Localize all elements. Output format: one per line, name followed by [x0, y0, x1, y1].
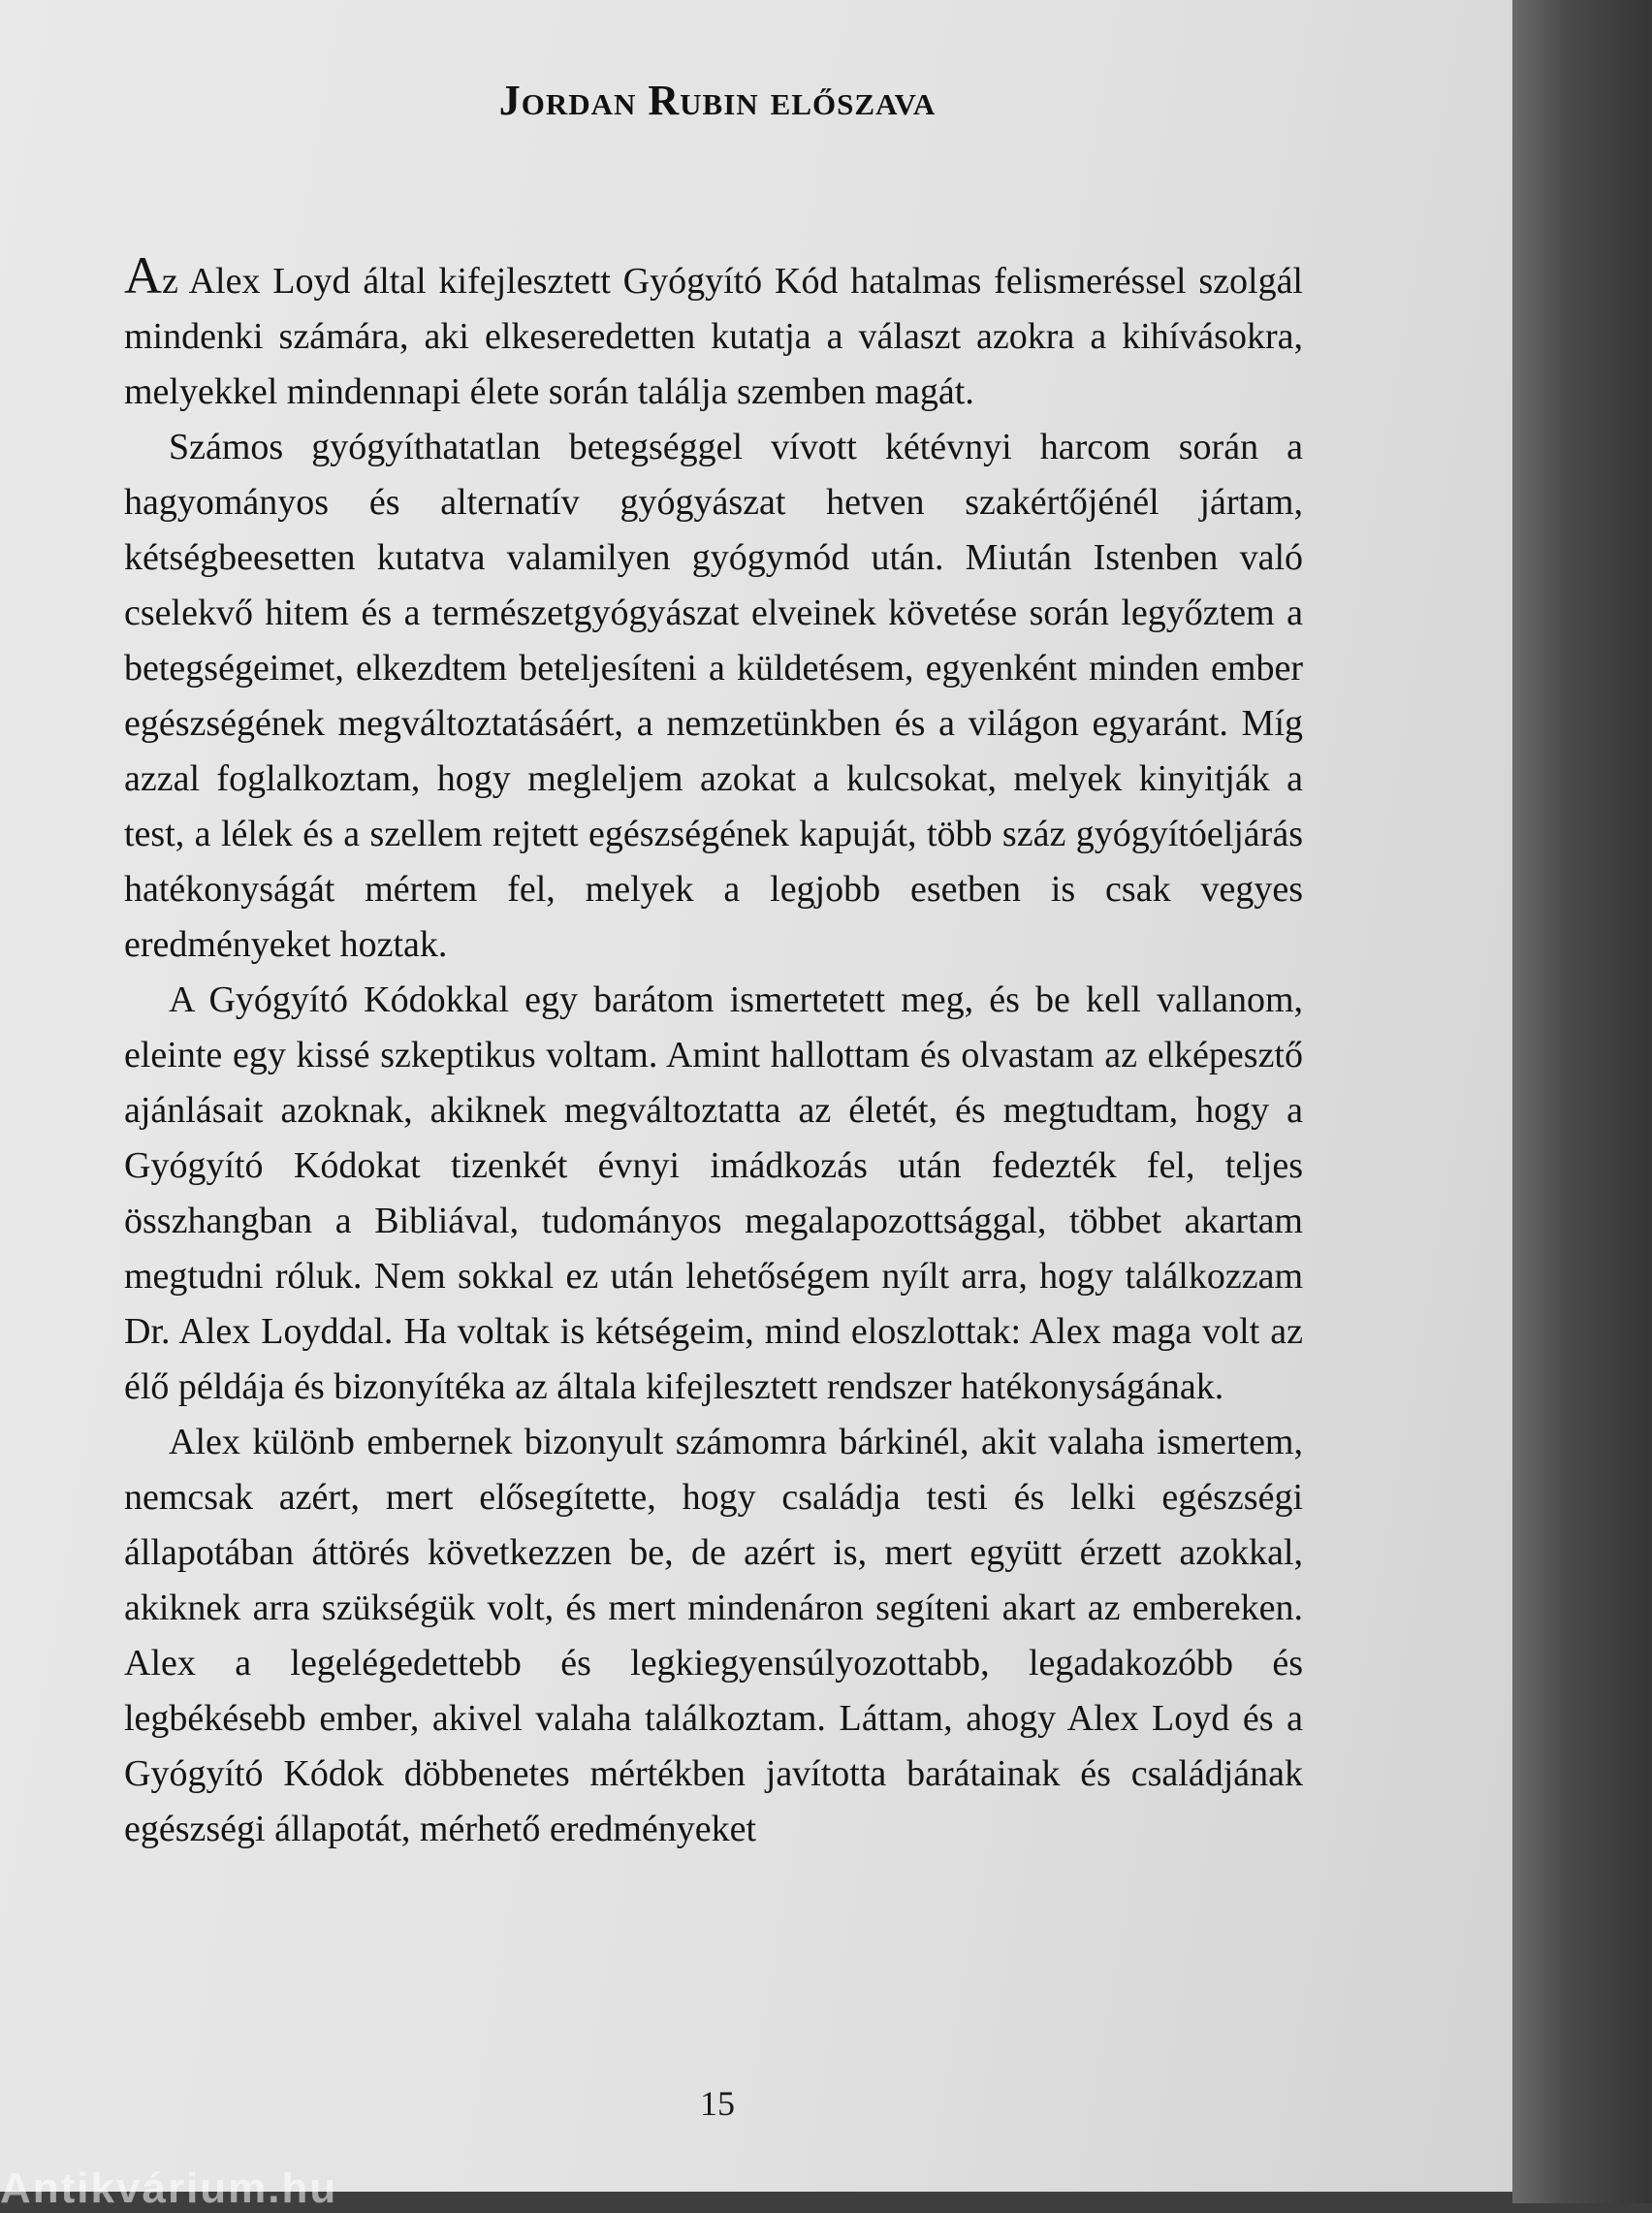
page-edge-shadow	[1512, 0, 1652, 2203]
paragraph-1	[124, 246, 1303, 420]
paragraph-1-text: z Alex Loyd által kifejlesztett Gyógyító Kód hatalmas felismeréssel szolgál mindenki számára, aki elkeseredetten kutatja a választ azokra a kihívásokra, melyekkel mindennapi élete során találja szemben magát.	[124, 261, 1303, 412]
page-number: 15	[700, 2084, 735, 2123]
paragraph-4: Alex különb embernek bizonyult számomra bárkinél, akit valaha ismertem, nemcsak azért, mert elősegítette, hogy családja testi és lelki egészségi állapotában áttörés következzen be, de azért is, mert együtt érzett azokkal, akiknek arra szükségük volt, és mert mindenáron segíteni akart az embereken. Alex a legelégedettebb és legkiegyensúlyozottabb, legadakozóbb és legbékésebb ember, akivel valaha találkoztam. Láttam, ahogy Alex Loyd és a Gyógyító Kódok döbbenetes mértékben javította barátainak és családjának egészségi állapotát, mérhető eredményeket	[124, 1422, 1303, 1849]
body-text	[124, 246, 1303, 1857]
drop-letter: A	[124, 246, 162, 305]
chapter-heading: Jordan Rubin előszava	[498, 77, 937, 124]
watermark: Antikvárium.hu	[0, 2165, 338, 2212]
paragraph-3: A Gyógyító Kódokkal egy barátom ismertetett meg, és be kell vallanom, eleinte egy kissé szkeptikus voltam. Amint hallottam és olvastam az elképesztő ajánlásait azoknak, akiknek megváltoztatta az életét, és megtudtam, hogy a Gyógyító Kódokat tizenkét évnyi imádkozás után fedezték fel, teljes összhangban a Bibliával, tudományos megalapozottsággal, többet akartam megtudni róluk. Nem sokkal ez után lehetőségem nyílt arra, hogy találkozzam Dr. Alex Loyddal. Ha voltak is kétségeim, mind eloszlottak: Alex maga volt az élő példája és bizonyítéka az általa kifejlesztett rendszer hatékonyságának.	[124, 979, 1303, 1407]
paragraph-2: Számos gyógyíthatatlan betegséggel vívott kétévnyi harcom során a hagyományos és alternatív gyógyászat hetven szakértőjénél jártam, kétségbeesetten kutatva valamilyen gyógymód után. Miután Istenben való cselekvő hitem és a természetgyógyászat elveinek követése során legyőztem a betegségeimet, elkezdtem beteljesíteni a küldetésem, egyenként minden ember egészségének megváltoztatásáért, a nemzetünkben és a világon egyaránt. Míg azzal foglalkoztam, hogy megleljem azokat a kulcsokat, melyek kinyitják a test, a lélek és a szellem rejtett egészségének kapuját, több száz gyógyítóeljárás hatékonyságát mértem fel, melyek a legjobb esetben is csak vegyes eredményeket hoztak.	[124, 427, 1303, 965]
